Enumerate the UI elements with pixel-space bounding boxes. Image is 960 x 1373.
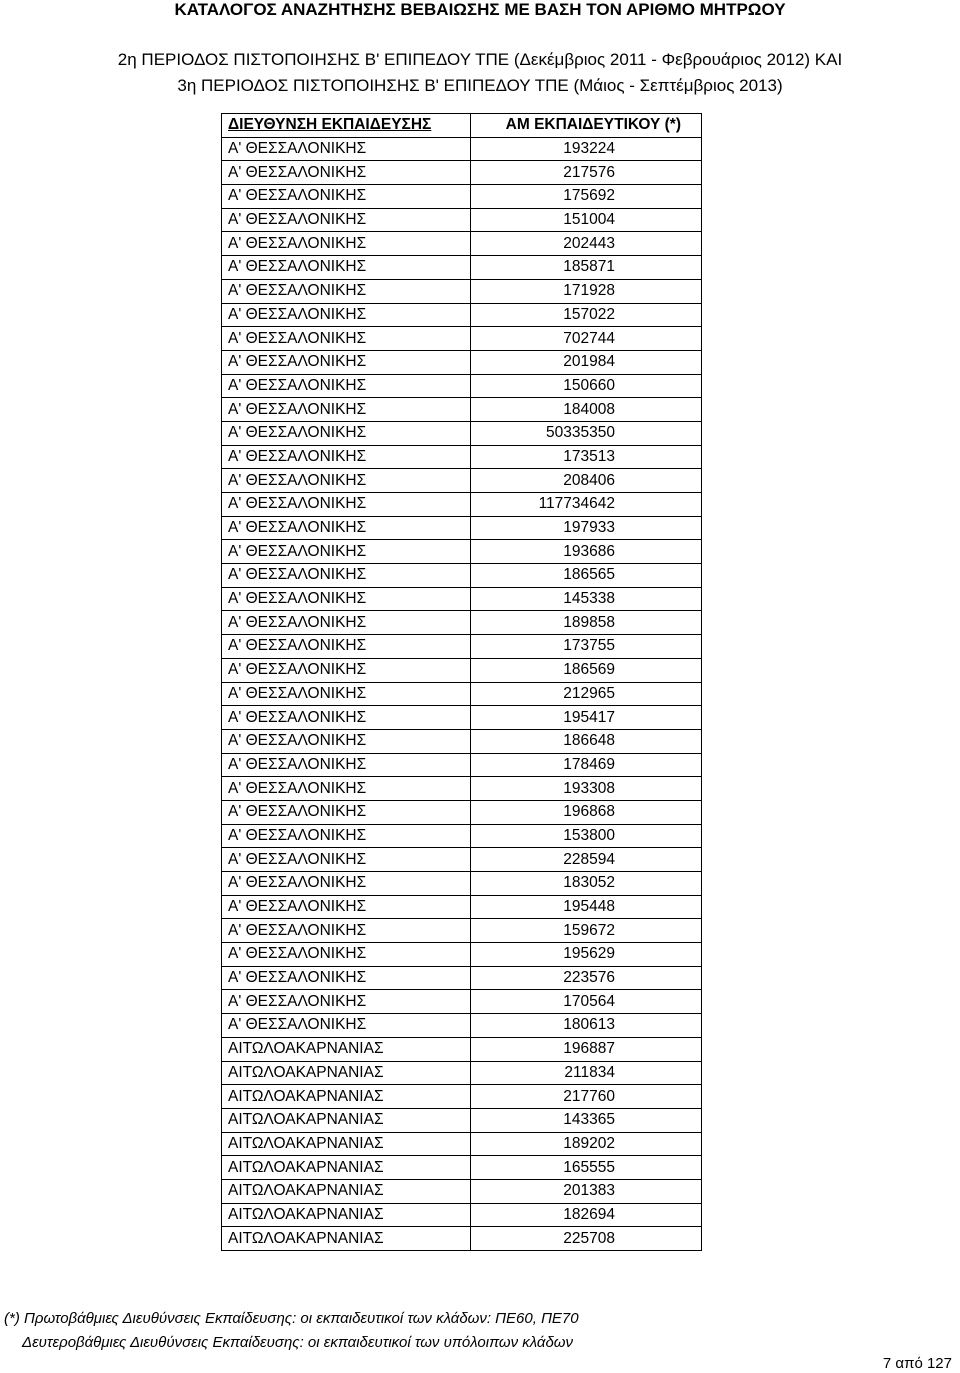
directorate-cell: ΑΙΤΩΛΟΑΚΑΡΝΑΝΙΑΣ — [222, 1108, 471, 1132]
directorate-cell: Α' ΘΕΣΣΑΛΟΝΙΚΗΣ — [222, 137, 471, 161]
registry-number-cell: 225708 — [471, 1227, 702, 1251]
directorate-cell: Α' ΘΕΣΣΑΛΟΝΙΚΗΣ — [222, 872, 471, 896]
table-row — [222, 800, 702, 824]
table-row — [222, 493, 702, 517]
table-row — [222, 421, 702, 445]
footnote-primary: (*) Πρωτοβάθμιες Διευθύνσεις Εκπαίδευσης: οι εκπαιδευτικοί των κλάδων: ΠΕ60, ΠΕ70 — [4, 1310, 579, 1327]
directorate-cell: Α' ΘΕΣΣΑΛΟΝΙΚΗΣ — [222, 303, 471, 327]
table-row — [222, 943, 702, 967]
registry-number-cell: 180613 — [471, 1014, 702, 1038]
registry-number-cell: 165555 — [471, 1156, 702, 1180]
table-row — [222, 753, 702, 777]
page-indicator: 7 από 127 — [882, 1355, 952, 1372]
registry-number-cell: 201984 — [471, 350, 702, 374]
directorate-cell: Α' ΘΕΣΣΑΛΟΝΙΚΗΣ — [222, 516, 471, 540]
table-row — [222, 1156, 702, 1180]
directorate-cell: Α' ΘΕΣΣΑΛΟΝΙΚΗΣ — [222, 279, 471, 303]
directorate-cell: Α' ΘΕΣΣΑΛΟΝΙΚΗΣ — [222, 611, 471, 635]
table-row — [222, 564, 702, 588]
table-header-row — [222, 114, 702, 138]
table-row — [222, 1227, 702, 1251]
registry-number-cell: 193308 — [471, 777, 702, 801]
table-row — [222, 516, 702, 540]
directorate-cell: ΑΙΤΩΛΟΑΚΑΡΝΑΝΙΑΣ — [222, 1132, 471, 1156]
table-row — [222, 682, 702, 706]
directorate-cell: Α' ΘΕΣΣΑΛΟΝΙΚΗΣ — [222, 374, 471, 398]
registry-number-cell: 151004 — [471, 208, 702, 232]
directorate-cell: Α' ΘΕΣΣΑΛΟΝΙΚΗΣ — [222, 800, 471, 824]
registry-number-cell: 182694 — [471, 1203, 702, 1227]
directorate-cell: ΑΙΤΩΛΟΑΚΑΡΝΑΝΙΑΣ — [222, 1085, 471, 1109]
registry-number-cell: 186569 — [471, 658, 702, 682]
table-row — [222, 824, 702, 848]
table-row — [222, 1085, 702, 1109]
table-row — [222, 327, 702, 351]
table-row — [222, 398, 702, 422]
table-row — [222, 587, 702, 611]
table-row — [222, 990, 702, 1014]
directorate-cell: Α' ΘΕΣΣΑΛΟΝΙΚΗΣ — [222, 895, 471, 919]
directorate-cell: Α' ΘΕΣΣΑΛΟΝΙΚΗΣ — [222, 706, 471, 730]
table-row — [222, 540, 702, 564]
table-row — [222, 279, 702, 303]
registry-number-cell: 195417 — [471, 706, 702, 730]
table-row — [222, 256, 702, 280]
directorate-cell: Α' ΘΕΣΣΑΛΟΝΙΚΗΣ — [222, 943, 471, 967]
registry-number-cell: 228594 — [471, 848, 702, 872]
certificate-table — [221, 113, 702, 1251]
directorate-cell: Α' ΘΕΣΣΑΛΟΝΙΚΗΣ — [222, 919, 471, 943]
period-subtitle-line2: 3η ΠΕΡΙΟΔΟΣ ΠΙΣΤΟΠΟΙΗΣΗΣ Β' ΕΠΙΠΕΔΟΥ ΤΠΕ (Μάιος - Σεπτέμβριος 2013) — [177, 76, 783, 95]
document-title: ΚΑΤΑΛΟΓΟΣ ΑΝΑΖΗΤΗΣΗΣ ΒΕΒΑΙΩΣΗΣ ΜΕ ΒΑΣΗ ΤΟΝ ΑΡΙΘΜΟ ΜΗΤΡΩΟΥ — [174, 0, 786, 19]
registry-number-cell: 186565 — [471, 564, 702, 588]
registry-number-cell: 208406 — [471, 469, 702, 493]
directorate-cell: ΑΙΤΩΛΟΑΚΑΡΝΑΝΙΑΣ — [222, 1037, 471, 1061]
directorate-cell: Α' ΘΕΣΣΑΛΟΝΙΚΗΣ — [222, 350, 471, 374]
table-row — [222, 848, 702, 872]
registry-number-cell: 702744 — [471, 327, 702, 351]
table-row — [222, 445, 702, 469]
directorate-cell: Α' ΘΕΣΣΑΛΟΝΙΚΗΣ — [222, 540, 471, 564]
column-header-registry-number: ΑΜ ΕΚΠΑΙΔΕΥΤΙΚΟΥ (*) — [471, 114, 702, 138]
table-row — [222, 611, 702, 635]
registry-number-cell: 175692 — [471, 185, 702, 209]
directorate-cell: Α' ΘΕΣΣΑΛΟΝΙΚΗΣ — [222, 635, 471, 659]
table-row — [222, 137, 702, 161]
table-row — [222, 232, 702, 256]
table-row — [222, 919, 702, 943]
registry-number-cell: 189858 — [471, 611, 702, 635]
registry-number-cell: 195629 — [471, 943, 702, 967]
directorate-cell: Α' ΘΕΣΣΑΛΟΝΙΚΗΣ — [222, 469, 471, 493]
directorate-cell: Α' ΘΕΣΣΑΛΟΝΙΚΗΣ — [222, 966, 471, 990]
table-row — [222, 1203, 702, 1227]
table-row — [222, 635, 702, 659]
registry-number-cell: 173513 — [471, 445, 702, 469]
directorate-cell: Α' ΘΕΣΣΑΛΟΝΙΚΗΣ — [222, 777, 471, 801]
registry-number-cell: 193224 — [471, 137, 702, 161]
directorate-cell: Α' ΘΕΣΣΑΛΟΝΙΚΗΣ — [222, 824, 471, 848]
registry-number-cell: 173755 — [471, 635, 702, 659]
registry-number-cell: 217760 — [471, 1085, 702, 1109]
registry-number-cell: 117734642 — [471, 493, 702, 517]
table-row — [222, 872, 702, 896]
directorate-cell: Α' ΘΕΣΣΑΛΟΝΙΚΗΣ — [222, 990, 471, 1014]
table-row — [222, 1037, 702, 1061]
registry-number-cell: 193686 — [471, 540, 702, 564]
directorate-cell: Α' ΘΕΣΣΑΛΟΝΙΚΗΣ — [222, 1014, 471, 1038]
registry-number-cell: 157022 — [471, 303, 702, 327]
directorate-cell: Α' ΘΕΣΣΑΛΟΝΙΚΗΣ — [222, 493, 471, 517]
directorate-cell: ΑΙΤΩΛΟΑΚΑΡΝΑΝΙΑΣ — [222, 1061, 471, 1085]
column-header-directorate: ΔΙΕΥΘΥΝΣΗ ΕΚΠΑΙΔΕΥΣΗΣ — [222, 114, 471, 138]
table-row — [222, 729, 702, 753]
table-row — [222, 1132, 702, 1156]
registry-number-cell: 178469 — [471, 753, 702, 777]
directorate-cell: Α' ΘΕΣΣΑΛΟΝΙΚΗΣ — [222, 658, 471, 682]
directorate-cell: Α' ΘΕΣΣΑΛΟΝΙΚΗΣ — [222, 185, 471, 209]
registry-number-cell: 201383 — [471, 1179, 702, 1203]
table-row — [222, 1108, 702, 1132]
table-row — [222, 1179, 702, 1203]
footnote-secondary: Δευτεροβάθμιες Διευθύνσεις Εκπαίδευσης: οι εκπαιδευτικοί των υπόλοιπων κλάδων — [22, 1334, 573, 1351]
directorate-cell: Α' ΘΕΣΣΑΛΟΝΙΚΗΣ — [222, 587, 471, 611]
directorate-cell: ΑΙΤΩΛΟΑΚΑΡΝΑΝΙΑΣ — [222, 1156, 471, 1180]
registry-number-cell: 223576 — [471, 966, 702, 990]
directorate-cell: Α' ΘΕΣΣΑΛΟΝΙΚΗΣ — [222, 682, 471, 706]
table-row — [222, 966, 702, 990]
registry-number-cell: 196868 — [471, 800, 702, 824]
registry-number-cell: 195448 — [471, 895, 702, 919]
directorate-cell: Α' ΘΕΣΣΑΛΟΝΙΚΗΣ — [222, 232, 471, 256]
registry-number-cell: 217576 — [471, 161, 702, 185]
directorate-cell: Α' ΘΕΣΣΑΛΟΝΙΚΗΣ — [222, 161, 471, 185]
registry-number-cell: 185871 — [471, 256, 702, 280]
table-row — [222, 1014, 702, 1038]
registry-number-cell: 197933 — [471, 516, 702, 540]
directorate-cell: Α' ΘΕΣΣΑΛΟΝΙΚΗΣ — [222, 729, 471, 753]
table-row — [222, 706, 702, 730]
directorate-cell: Α' ΘΕΣΣΑΛΟΝΙΚΗΣ — [222, 445, 471, 469]
registry-number-cell: 170564 — [471, 990, 702, 1014]
registry-number-cell: 184008 — [471, 398, 702, 422]
directorate-cell: ΑΙΤΩΛΟΑΚΑΡΝΑΝΙΑΣ — [222, 1227, 471, 1251]
table-row — [222, 777, 702, 801]
table-row — [222, 895, 702, 919]
directorate-cell: Α' ΘΕΣΣΑΛΟΝΙΚΗΣ — [222, 421, 471, 445]
registry-number-cell: 145338 — [471, 587, 702, 611]
directorate-cell: Α' ΘΕΣΣΑΛΟΝΙΚΗΣ — [222, 208, 471, 232]
registry-number-cell: 171928 — [471, 279, 702, 303]
directorate-cell: Α' ΘΕΣΣΑΛΟΝΙΚΗΣ — [222, 398, 471, 422]
registry-number-cell: 211834 — [471, 1061, 702, 1085]
registry-number-cell: 50335350 — [471, 421, 702, 445]
directorate-cell: Α' ΘΕΣΣΑΛΟΝΙΚΗΣ — [222, 564, 471, 588]
directorate-cell: ΑΙΤΩΛΟΑΚΑΡΝΑΝΙΑΣ — [222, 1179, 471, 1203]
period-subtitle-line1: 2η ΠΕΡΙΟΔΟΣ ΠΙΣΤΟΠΟΙΗΣΗΣ Β' ΕΠΙΠΕΔΟΥ ΤΠΕ (Δεκέμβριος 2011 - Φεβρουάριος 2012) ΚΑΙ — [117, 50, 843, 69]
registry-number-cell: 183052 — [471, 872, 702, 896]
directorate-cell: Α' ΘΕΣΣΑΛΟΝΙΚΗΣ — [222, 327, 471, 351]
table-row — [222, 658, 702, 682]
registry-number-cell: 153800 — [471, 824, 702, 848]
directorate-cell: Α' ΘΕΣΣΑΛΟΝΙΚΗΣ — [222, 848, 471, 872]
table-row — [222, 208, 702, 232]
table-row — [222, 1061, 702, 1085]
registry-number-cell: 186648 — [471, 729, 702, 753]
registry-number-cell: 189202 — [471, 1132, 702, 1156]
table-row — [222, 374, 702, 398]
registry-number-cell: 143365 — [471, 1108, 702, 1132]
directorate-cell: ΑΙΤΩΛΟΑΚΑΡΝΑΝΙΑΣ — [222, 1203, 471, 1227]
table-row — [222, 303, 702, 327]
registry-number-cell: 212965 — [471, 682, 702, 706]
registry-number-cell: 159672 — [471, 919, 702, 943]
table-row — [222, 350, 702, 374]
table-row — [222, 185, 702, 209]
directorate-cell: Α' ΘΕΣΣΑΛΟΝΙΚΗΣ — [222, 753, 471, 777]
registry-number-cell: 150660 — [471, 374, 702, 398]
registry-number-cell: 202443 — [471, 232, 702, 256]
table-row — [222, 161, 702, 185]
table-body — [222, 137, 702, 1250]
directorate-cell: Α' ΘΕΣΣΑΛΟΝΙΚΗΣ — [222, 256, 471, 280]
registry-number-cell: 196887 — [471, 1037, 702, 1061]
table-row — [222, 469, 702, 493]
